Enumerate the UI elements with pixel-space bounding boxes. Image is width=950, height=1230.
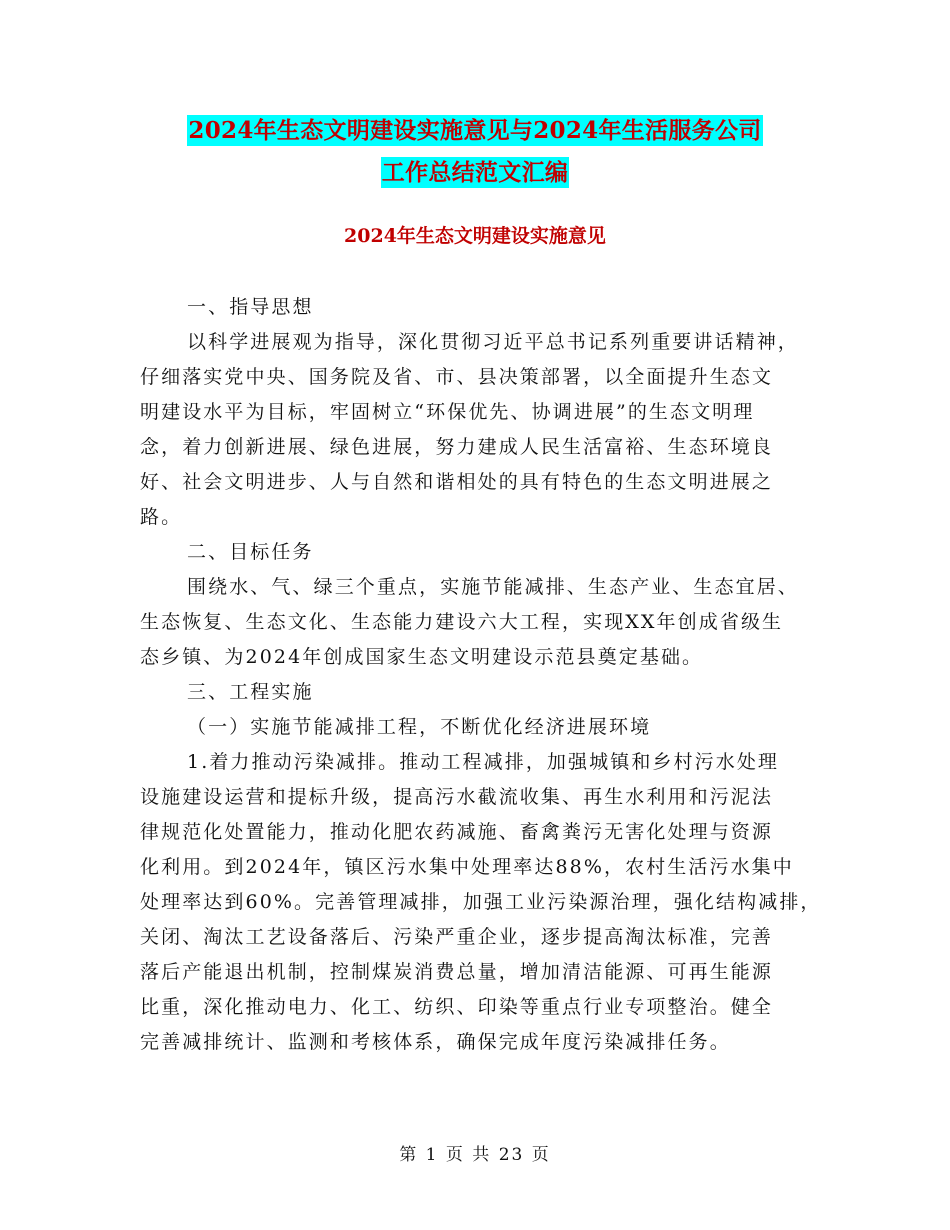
paragraph-line: 围绕水、气、绿三个重点，实施节能减排、生态产业、生态宜居、 bbox=[187, 576, 799, 598]
paragraph-line: 念，着力创新进展、绿色进展，努力建成人民生活富裕、生态环境良 bbox=[140, 436, 774, 458]
paragraph-line: 生态恢复、生态文化、生态能力建设六大工程，实现XX年创成省级生 bbox=[140, 611, 784, 633]
paragraph-line: 仔细落实党中央、国务院及省、市、县决策部署，以全面提升生态文 bbox=[140, 366, 774, 388]
paragraph-line: 1.着力推动污染减排。推动工程减排，加强城镇和乡村污水处理 bbox=[187, 751, 780, 773]
paragraph-line: （一）实施节能减排工程，不断优化经济进展环境 bbox=[187, 716, 652, 738]
paragraph-line: 完善减排统计、监测和考核体系，确保完成年度污染减排任务。 bbox=[140, 1031, 731, 1053]
paragraph-line: 律规范化处置能力，推动化肥农药减施、畜禽粪污无害化处理与资源 bbox=[140, 821, 774, 843]
document-body bbox=[140, 290, 820, 1060]
section-title: 2024年生态文明建设实施意见 bbox=[344, 225, 606, 247]
paragraph-line: 一、指导思想 bbox=[187, 296, 314, 318]
paragraph-line: 比重，深化推动电力、化工、纺织、印染等重点行业专项整治。健全 bbox=[140, 996, 774, 1018]
paragraph-line: 路。 bbox=[140, 506, 183, 528]
paragraph-line: 关闭、淘汰工艺设备落后、污染严重企业，逐步提高淘汰标准，完善 bbox=[140, 926, 774, 948]
paragraph-line: 三、工程实施 bbox=[187, 681, 314, 703]
paragraph-line: 二、目标任务 bbox=[187, 541, 314, 563]
paragraph-line: 落后产能退出机制，控制煤炭消费总量，增加清洁能源、可再生能源 bbox=[140, 961, 774, 983]
paragraph-line: 化利用。到2024年，镇区污水集中处理率达88%，农村生活污水集中 bbox=[140, 856, 794, 878]
paragraph-line: 设施建设运营和提标升级，提高污水截流收集、再生水利用和污泥法 bbox=[140, 786, 774, 808]
paragraph-line: 态乡镇、为2024年创成国家生态文明建设示范县奠定基础。 bbox=[140, 646, 704, 668]
document-title-line-2: 工作总结范文汇编 bbox=[381, 159, 569, 186]
paragraph-line: 好、社会文明进步、人与自然和谐相处的具有特色的生态文明进展之 bbox=[140, 471, 774, 493]
paragraph-line: 以科学进展观为指导，深化贯彻习近平总书记系列重要讲话精神， bbox=[187, 331, 799, 353]
paragraph-line: 明建设水平为目标，牢固树立“环保优先、协调进展”的生态文明理 bbox=[140, 401, 755, 423]
document-title-line-1: 2024年生态文明建设实施意见与2024年生活服务公司 bbox=[188, 117, 762, 144]
page-footer: 第 1 页 共 23 页 bbox=[399, 1145, 551, 1165]
paragraph-line: 处理率达到60%。完善管理减排，加强工业污染源治理，强化结构减排， bbox=[140, 891, 822, 913]
